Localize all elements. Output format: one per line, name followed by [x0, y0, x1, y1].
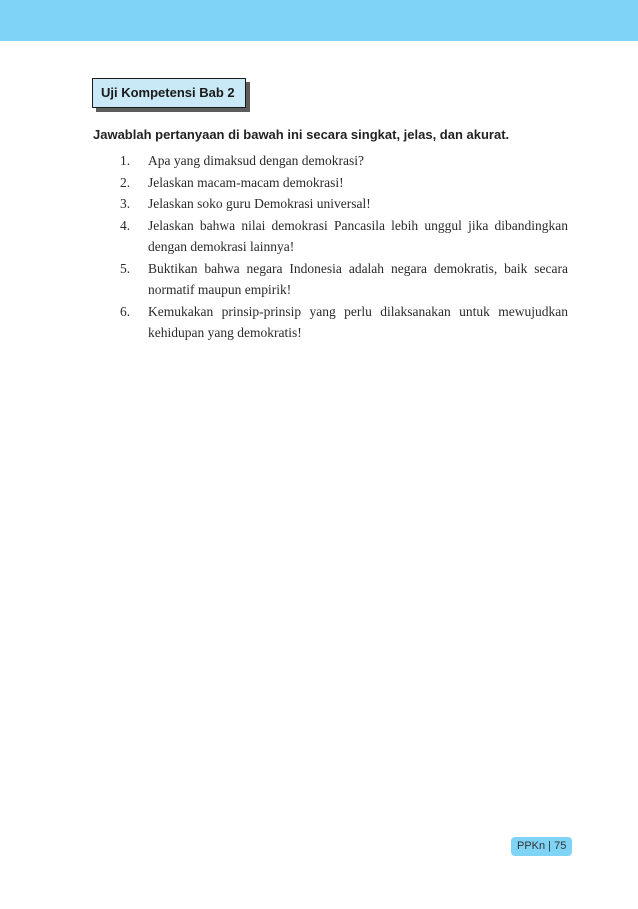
- question-number: 5.: [120, 260, 131, 276]
- question-text: Buktikan bahwa negara Indonesia adalah negara demokratis, baik secara normatif maupun empirik!: [148, 260, 568, 297]
- question-text: Kemukakan prinsip-prinsip yang perlu dilaksanakan untuk mewujudkan kehidupan yang demokratis!: [148, 303, 568, 340]
- header-band: [0, 0, 638, 41]
- page-number-badge: PPKn | 75: [511, 837, 572, 856]
- question-text: Jelaskan soko guru Demokrasi universal!: [148, 196, 371, 211]
- question-item: [120, 150, 568, 172]
- question-text: Apa yang dimaksud dengan demokrasi?: [148, 153, 364, 168]
- section-title: Uji Kompetensi Bab 2: [101, 85, 235, 100]
- question-item: [120, 258, 568, 301]
- question-list: [120, 150, 568, 344]
- question-number: 4.: [120, 217, 131, 233]
- question-number: 3.: [120, 196, 131, 211]
- question-text: Jelaskan bahwa nilai demokrasi Pancasila lebih unggul jika dibandingkan dengan demokrasi lainnya!: [148, 217, 568, 254]
- question-text: Jelaskan macam-macam demokrasi!: [148, 174, 344, 190]
- question-item: [120, 301, 568, 344]
- section-heading-box: [92, 78, 246, 108]
- question-item: [120, 215, 568, 258]
- question-item: [120, 193, 568, 215]
- instruction-text: Jawablah pertanyaan di bawah ini secara singkat, jelas, dan akurat.: [93, 127, 510, 142]
- question-number: 2.: [120, 174, 131, 190]
- question-number: 6.: [120, 303, 131, 319]
- question-number: 1.: [120, 153, 131, 168]
- question-item: [120, 172, 568, 194]
